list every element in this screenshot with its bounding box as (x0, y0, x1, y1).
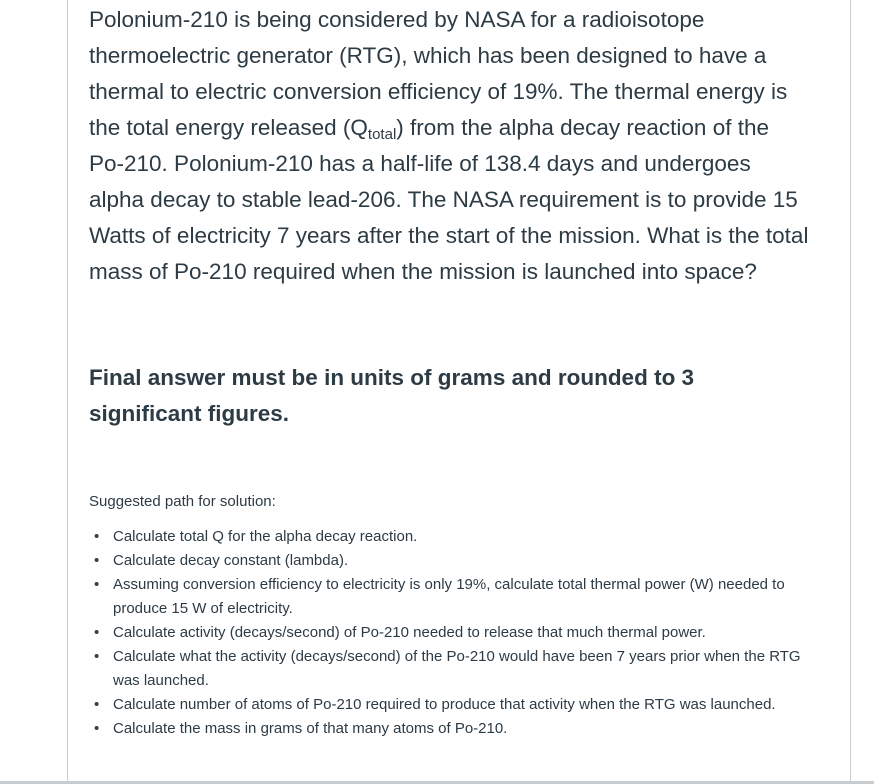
list-item: • Calculate what the activity (decays/second) of the Po-210 would have been 7 years prior when the RTG was launched. (113, 645, 809, 693)
list-item: • Calculate number of atoms of Po-210 required to produce that activity when the RTG was launched. (113, 693, 809, 717)
suggested-path-title: Suggested path for solution: (89, 493, 276, 510)
question-text-part2: ) from the alpha decay reaction of the Po-210. Polonium-210 has a half-life of 138.4 days and undergoes alpha decay to stable lead-206. The NASA requirement is to provide 15 Watts of electricity 7 years after the start of the mission. What is the total mass of Po-210 required when the mission is launched into space? (89, 115, 809, 284)
q-total-subscript: total (367, 126, 397, 143)
list-item: • Calculate total Q for the alpha decay reaction. (113, 525, 809, 549)
question-text (89, 2, 809, 290)
question-content (89, 2, 809, 741)
list-item: • Calculate the mass in grams of that many atoms of Po-210. (113, 717, 809, 741)
question-text-part1: Polonium-210 is being considered by NASA for a radioisotope thermoelectric generator (RTG), which has been designed to have a thermal to electric conversion efficiency of 19%. The thermal energy is the total energy released (Q (89, 7, 788, 140)
list-item: • Assuming conversion efficiency to electricity is only 19%, calculate total thermal power (W) needed to produce 15 W of electricity. (113, 573, 809, 621)
final-answer-note: Final answer must be in units of grams and rounded to 3 significant figures. (89, 365, 695, 426)
list-item: • Calculate decay constant (lambda). (113, 549, 809, 573)
list-item: • Calculate activity (decays/second) of Po-210 needed to release that much thermal power. (113, 621, 809, 645)
solution-steps-list (89, 525, 809, 741)
